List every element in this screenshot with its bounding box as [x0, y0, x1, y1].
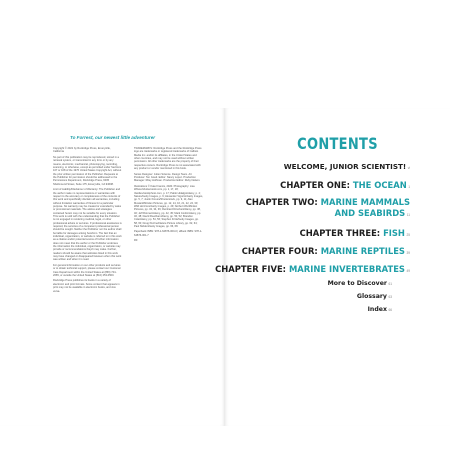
toc-entry-chapter-two[interactable]: [246, 197, 410, 220]
copyright-column-left: [53, 147, 122, 295]
copyright-paragraph: Copyright © 2021 by Rockridge Press, Emeryville, California: [53, 147, 111, 154]
copyright-paragraph: Illustrations © Kate Francis, 2020. Photography: Lisa Wilson/shutterstock.com, pp. ii, 17, 18; Vasiliev/stockphoto.com, p. 17; Pablo Hidalgo/Alamy, p. 4; Nature/Getty Images, p. 9; Alexander Vigorito/Getty Images, pp. 5, 7; Justin Kimura/Shutterstock, pp. 9, 11; Alex Mustard/Minden Pictures, pp. 12, 14, 16, 21, 22, 24, 30; Wild Horizons/Getty Images, p. 29; Norbert Wu/Minden Pictures, pp. 32, 34, 36; Reinhard Dirscherl/Alamy, pp. 38, 40; Jeff Rotman/Alamy, pp. 42, 45; Mark Conlin/Alamy, pp. 46, 48; David Fleetham/Alamy, pp. 50, 52; Brandon Cole/Alamy, pp. 54, 56; Stephen Frink/Getty Images, pp. 58, 60; Doug Perrine/Nature Picture Library, pp. 62, 64; Paul Nicklen/Getty Images, pp. 66, 68.: [134, 184, 204, 228]
toc-label: CHAPTER ONE:: [280, 180, 353, 190]
toc-page-number: 11: [406, 212, 410, 217]
copyright-column-right: [134, 147, 203, 245]
copyright-paragraph: Rockridge Press publishes its books in a variety of electronic and print formats. Some content that appears in print may not be available in electronic books, and vice versa.: [53, 279, 120, 293]
toc-page-number: 63: [388, 295, 392, 299]
toc-entry-index[interactable]: [368, 306, 392, 313]
copyright-paragraph: Paperback ISBN: 978-1-64876-000-0 | eBook ISBN: 978-1-64876-001-7: [134, 230, 203, 237]
toc-page-number: 1: [408, 185, 410, 189]
toc-entry-chapter-three[interactable]: [300, 228, 410, 238]
toc-entry-chapter-one[interactable]: [280, 180, 410, 190]
toc-page-number: 39: [406, 251, 410, 255]
toc-entry-chapter-five[interactable]: [215, 264, 410, 274]
toc-entry-chapter-four[interactable]: [242, 246, 410, 256]
toc-label: More to Discover: [327, 280, 387, 287]
toc-subtitle: MARINE INVERTEBRATES: [288, 264, 405, 274]
copyright-paragraph: For general information on our other products and services or to obtain technical support, please contact our Customer Care Department within the United States at (866) 744-2665, or outside the United States at (510) 253-0500.: [53, 263, 121, 277]
toc-subtitle: FISH: [383, 228, 405, 238]
left-page: [0, 108, 225, 426]
right-page: [215, 108, 450, 426]
toc-page-number: 25: [406, 233, 410, 237]
toc-page-number: 49: [406, 269, 410, 273]
toc-label: WELCOME, JUNIOR SCIENTIST!: [283, 162, 407, 171]
toc-label: CHAPTER THREE:: [299, 228, 384, 238]
toc-subtitle: MARINE MAMMALS: [320, 197, 410, 207]
toc-entry-more-to-discover[interactable]: [328, 280, 392, 287]
toc-page-number: vi: [407, 166, 410, 170]
toc-page-number: 66: [388, 308, 392, 312]
copyright-paragraph: R0: [134, 239, 138, 243]
toc-label: Glossary: [356, 293, 387, 300]
toc-label: Index: [367, 306, 387, 313]
toc-line2: [246, 208, 410, 221]
toc-label: CHAPTER TWO:: [245, 197, 321, 207]
copyright-paragraph: Limit of Liability/Disclaimer of Warranty: The Publisher and the author make no representations or warranties with respect to the accuracy or completeness of the contents of this work and specifically disclaim all warranties, including without limitation warranties of fitness for a particular purpose. No warranty may be created or extended by sales or promotional materials. The advice and strategies contained herein may not be suitable for every situation. This work is sold with the understanding that the Publisher is not engaged in rendering medical, legal, or other professional advice or services. If professional assistance is required, the services of a competent professional person should be sought. Neither the Publisher nor the author shall be liable for damages arising herefrom. The fact that an individual, organization, or website is referred to in this work as a citation and/or potential source of further information does not mean that the author or the Publisher endorses the information the individual, organization, or website may provide or recommendations they/it may make. Further, readers should be aware that websites listed in this work may have changed or disappeared between when this work was written and when it is read.: [53, 188, 122, 262]
dedication: To Forrest, our newest little adventurer: [69, 135, 156, 140]
copyright-paragraph: TRADEMARKS: Rockridge Press and the Rockridge Press logo are trademarks or registered trademarks of Callisto Media Inc. and/or its affiliates, in the United States and other countries, and may not be used without written permission. All other trademarks are the property of their respective owners. Rockridge Press is not associated with any product or vendor mentioned in this book.: [134, 147, 202, 171]
copyright-paragraph: Series Designer: Julien Science. Design Team. Art Producer: Ten Good. Editor: Nancy Lopez. Production Manager: Riley Hoffman. Production Editor: Ruby Nelson.: [134, 172, 201, 183]
toc-page-number: 61: [388, 282, 392, 286]
toc-label: CHAPTER FIVE:: [215, 264, 289, 274]
contents-title: CONTENTS: [297, 135, 378, 154]
toc-label: CHAPTER FOUR:: [241, 246, 321, 256]
book-spread: [0, 108, 450, 426]
toc-subtitle: THE OCEAN: [352, 180, 407, 190]
toc-subtitle: MARINE REPTILES: [320, 246, 405, 256]
toc-entry-glossary[interactable]: [357, 293, 392, 300]
toc-subtitle: AND SEABIRDS: [334, 207, 406, 218]
toc-entry-welcome[interactable]: [284, 162, 410, 171]
copyright-paragraph: No part of this publication may be reproduced, stored in a retrieval system, or transmitted in any form or by any means, electronic, mechanical, photocopying, recording, scanning, or otherwise, except as permitted under Sections 107 or 108 of the 1976 United States Copyright Act, without the prior written permission of the Publisher. Requests to the Publisher for permission should be addressed to the Permissions Department, Rockridge Press, 6005 Shellmound Street, Suite 175, Emeryville, CA 94608.: [53, 155, 122, 186]
